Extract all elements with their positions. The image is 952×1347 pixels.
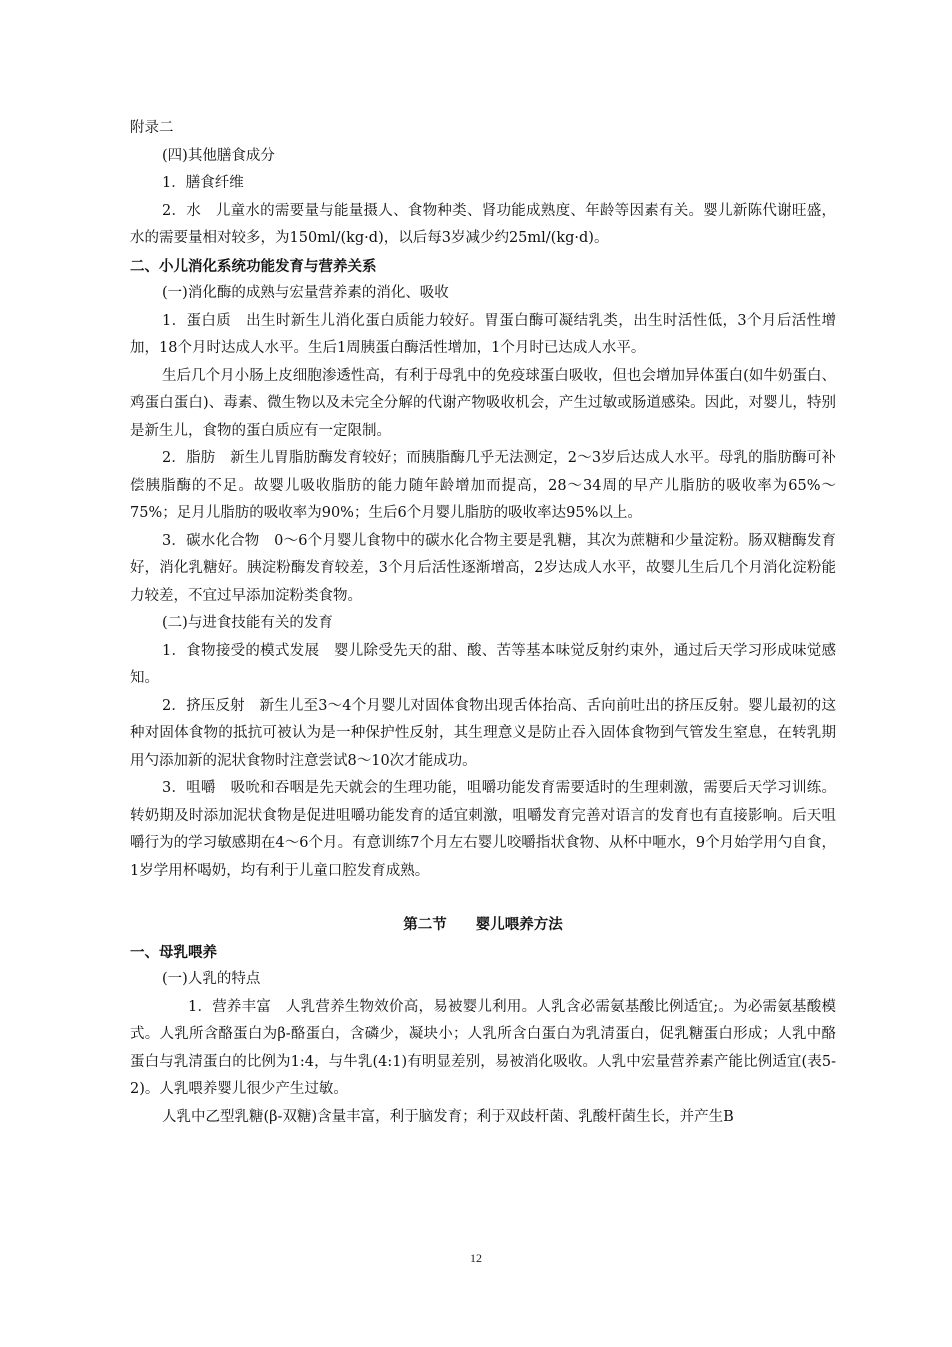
- paragraph: 1．营养丰富 人乳营养生物效价高，易被婴儿利用。人乳含必需氨基酸比例适宜;。为必需氨基酸模式。人乳所含酪蛋白为β-酪蛋白，含磷少，凝块小；人乳所含白蛋白为乳清蛋白，促乳糖蛋白形成；人乳中酪蛋白与乳清蛋白的比例为1:4，与牛乳(4:1)有明显差别，易被消化吸收。人乳中宏量营养素产能比例适宜(表5-2)。人乳喂养婴儿很少产生过敏。: [130, 998, 836, 1097]
- chapter-section-title: 第二节 婴儿喂养方法: [403, 916, 563, 933]
- paragraph: 1．蛋白质 出生时新生儿消化蛋白质能力较好。胃蛋白酶可凝结乳类，出生时活性低，3个月后活性增加，18个月时达成人水平。生后1周胰蛋白酶活性增加，1个月时已达成人水平。: [130, 312, 836, 356]
- subsection-heading: (一)消化酶的成熟与宏量营养素的消化、吸收: [162, 285, 449, 301]
- paragraph: 生后几个月小肠上皮细胞渗透性高，有利于母乳中的免疫球蛋白吸收，但也会增加异体蛋白(如牛奶蛋白、鸡蛋白蛋白)、毒素、微生物以及未完全分解的代谢产物吸收机会，产生过敏或肠道感染。因此，对婴儿，特别是新生儿，食物的蛋白质应有一定限制。: [130, 367, 836, 439]
- paragraph: 3．碳水化合物 0～6个月婴儿食物中的碳水化合物主要是乳糖，其次为蔗糖和少量淀粉。肠双糖酶发育好，消化乳糖好。胰淀粉酶发育较差，3个月后活性逐渐增高，2岁达成人水平，故婴儿生后几个月消化淀粉能力较差，不宜过早添加淀粉类食物。: [130, 532, 836, 604]
- paragraph: 3．咀嚼 吸吮和吞咽是先天就会的生理功能，咀嚼功能发育需要适时的生理刺激，需要后天学习训练。转奶期及时添加泥状食物是促进咀嚼功能发育的适宜刺激，咀嚼发育完善对语言的发育也有直接影响。后天咀嚼行为的学习敏感期在4～6个月。有意训练7个月左右婴儿咬嚼指状食物、从杯中咂水，9个月始学用勺自食，1岁学用杯喝奶，均有利于儿童口腔发育成熟。: [130, 780, 836, 879]
- paragraph: 2．水 儿童水的需要量与能量摄人、食物种类、肾功能成熟度、年龄等因素有关。婴儿新陈代谢旺盛，水的需要量相对较多，为150ml/(kg·d)，以后每3岁减少约25ml/(kg·d)。: [130, 202, 836, 246]
- paragraph: 2．脂肪 新生儿胃脂肪酶发育较好；而胰脂酶几乎无法测定，2～3岁后达成人水平。母乳的脂肪酶可补偿胰脂酶的不足。故婴儿吸收脂肪的能力随年龄增加而提高，28～34周的早产儿脂肪的吸收率为65%～75%；足月儿脂肪的吸收率为90%；生后6个月婴儿脂肪的吸收率达95%以上。: [130, 450, 836, 521]
- page-number: 12: [470, 1251, 482, 1265]
- section-spacer: [130, 885, 836, 911]
- page-body: [130, 115, 836, 1131]
- appendix-label: 附录二: [130, 120, 174, 136]
- subsection-heading: (四)其他膳食成分: [162, 147, 275, 164]
- subsection-heading: (一)人乳的特点: [162, 971, 261, 987]
- section-heading: 二、小儿消化系统功能发育与营养关系: [130, 257, 377, 275]
- paragraph: 2．挤压反射 新生儿至3～4个月婴儿对固体食物出现舌体抬高、舌向前吐出的挤压反射。婴儿最初的这种对固体食物的抵抗可被认为是一种保护性反射，其生理意义是防止吞入固体食物到气管发生窒息，在转乳期用勺添加新的泥状食物时注意尝试8～10次才能成功。: [130, 697, 836, 769]
- paragraph: 人乳中乙型乳糖(β-双糖)含量丰富，利于脑发育；利于双歧杆菌、乳酸杆菌生长，并产生B: [162, 1108, 734, 1125]
- list-item: 1．膳食纤维: [162, 175, 244, 191]
- subsection-heading: (二)与进食技能有关的发育: [162, 615, 333, 631]
- section-heading: 一、母乳喂养: [130, 943, 217, 961]
- paragraph: 1．食物接受的模式发展 婴儿除受先天的甜、酸、苦等基本味觉反射约束外，通过后天学习形成味觉感知。: [130, 642, 836, 686]
